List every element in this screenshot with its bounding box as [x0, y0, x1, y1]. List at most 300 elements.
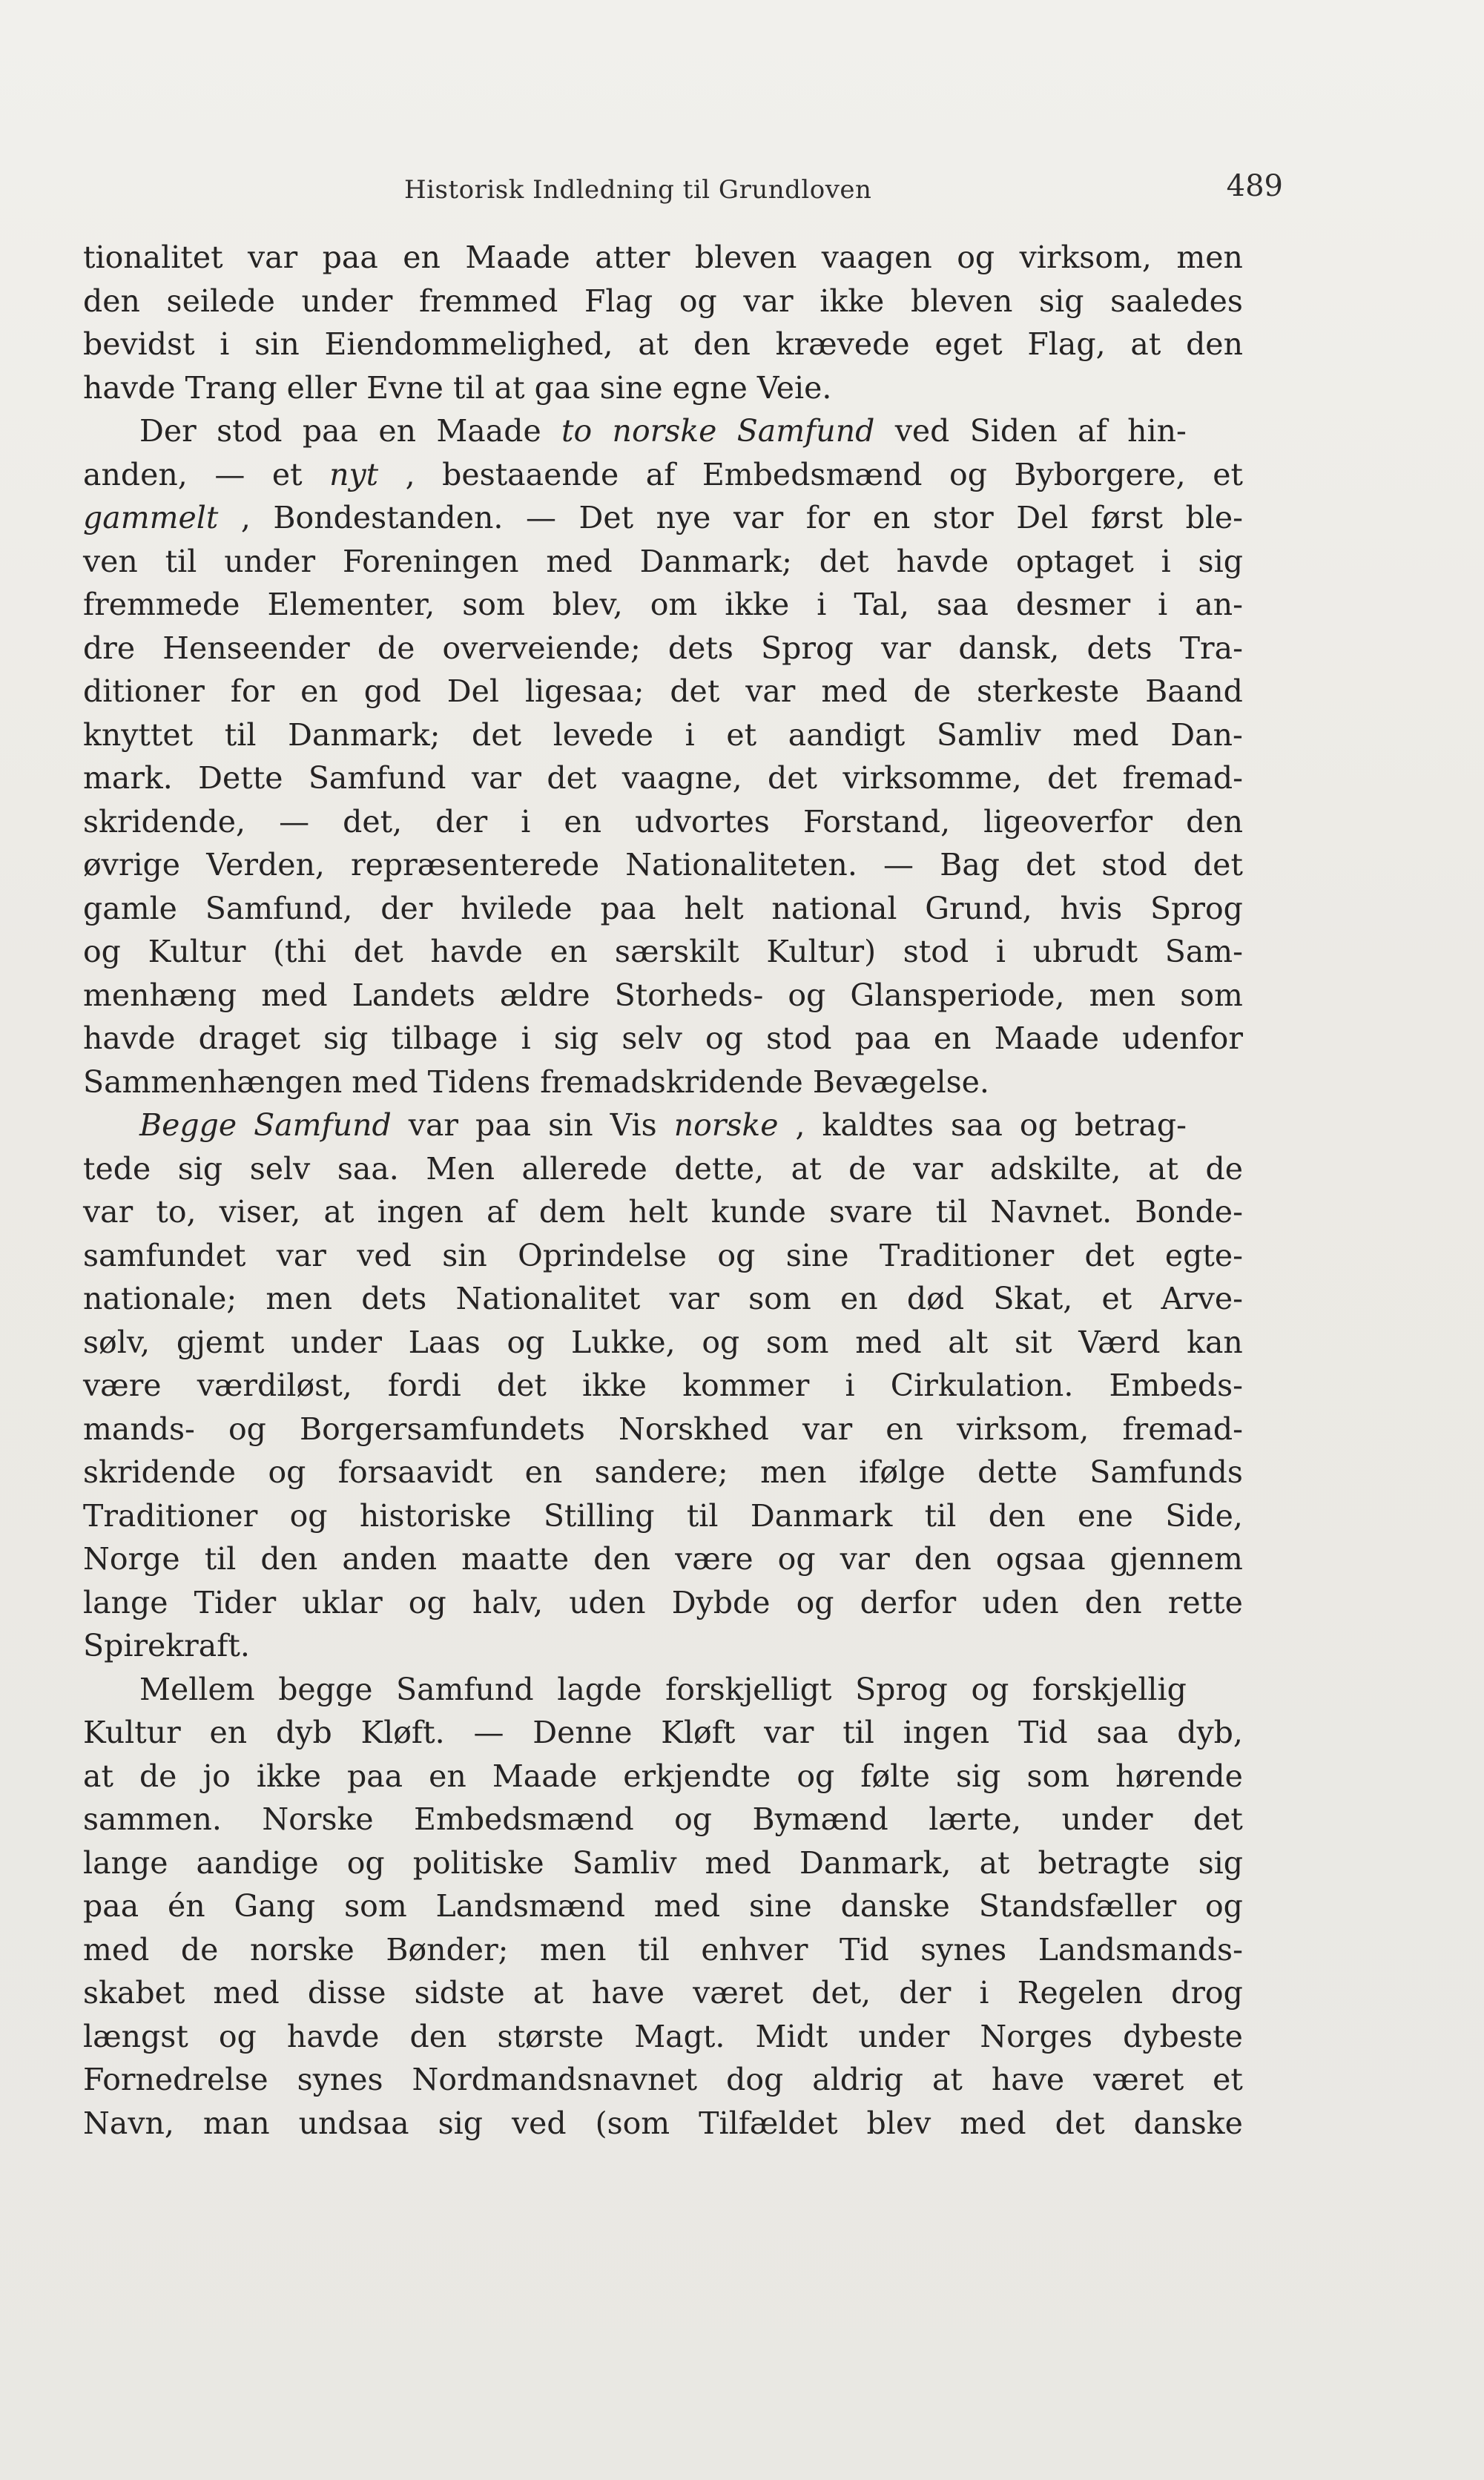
word: hin- — [1127, 413, 1187, 449]
word: var — [471, 760, 522, 796]
word: et — [1101, 1281, 1132, 1316]
italic-word: Samfund — [736, 413, 875, 449]
word: maatte — [461, 1541, 570, 1577]
word: i — [817, 587, 827, 622]
word: det — [472, 716, 522, 753]
italic-word: norske — [612, 413, 717, 449]
word: paa — [302, 413, 358, 449]
text-line — [83, 1971, 1243, 2015]
word: Spirekraft. — [83, 1628, 250, 1663]
word: sidste — [414, 1975, 505, 2011]
word: Gang — [234, 1888, 316, 1924]
word: Nordmandsnavnet — [412, 2062, 698, 2097]
word: dyb, — [1177, 1715, 1243, 1750]
word: at — [1130, 326, 1161, 362]
word: Norske — [262, 1801, 374, 1837]
word: ubrudt — [1032, 934, 1138, 969]
word: norske — [249, 1931, 354, 1968]
word: Traditioner — [879, 1237, 1055, 1273]
word: gjennem — [1109, 1541, 1243, 1577]
word: Danmark, — [799, 1844, 952, 1881]
word: som — [765, 1324, 829, 1360]
word: gaa — [534, 369, 590, 406]
text-line — [83, 1234, 1243, 1278]
word: allerede — [521, 1150, 647, 1187]
word: dansk, — [958, 630, 1060, 666]
word: Trang — [185, 369, 277, 406]
italic-word: Samfund — [254, 1107, 392, 1143]
word: (som — [595, 2105, 670, 2141]
paragraph — [83, 236, 1243, 409]
text-line — [83, 453, 1243, 497]
word: med — [960, 2105, 1026, 2141]
word: en — [378, 413, 416, 449]
text-line — [83, 1841, 1243, 1885]
word: ikke — [725, 587, 790, 622]
word: Flag, — [1027, 326, 1106, 362]
word: ældre — [499, 977, 590, 1013]
word: en — [564, 803, 602, 840]
word: det — [1193, 847, 1243, 883]
word: virksom, — [1019, 240, 1152, 275]
word: paa — [322, 240, 378, 275]
italic-word: gammelt — [83, 500, 219, 535]
text-line — [83, 627, 1243, 670]
word: Kultur — [83, 1715, 181, 1750]
word: og — [507, 1324, 545, 1360]
word: Baand — [1145, 673, 1243, 709]
word: sin — [442, 1237, 487, 1273]
word: Denne — [532, 1715, 633, 1750]
word: Bønder; — [386, 1931, 509, 1968]
word: Del — [1016, 500, 1069, 535]
word: kommer — [682, 1368, 810, 1403]
word: største — [497, 2018, 604, 2054]
word: Norges — [980, 2018, 1093, 2054]
word: der — [899, 1975, 952, 2011]
word: draget — [198, 1020, 300, 1056]
word: Sam- — [1164, 934, 1243, 969]
word: fremmed — [419, 283, 558, 319]
word: — — [279, 803, 310, 840]
word: ikke — [820, 283, 885, 319]
word: men — [266, 1281, 332, 1316]
word: under — [1061, 1801, 1153, 1837]
word: stod — [903, 934, 969, 969]
word: samfundet — [83, 1237, 246, 1273]
word: Elementer, — [267, 587, 435, 622]
word: dette — [977, 1454, 1058, 1490]
word: Mellem — [139, 1671, 255, 1707]
word: Sammenhængen — [83, 1063, 343, 1100]
text-line — [83, 1017, 1243, 1061]
word: anden, — [83, 456, 188, 492]
word: Eiendommelighed, — [324, 326, 613, 362]
word: ven — [83, 543, 138, 579]
word: i — [521, 1020, 531, 1056]
text-line — [83, 1798, 1243, 1841]
word: stor — [932, 500, 994, 535]
word: sin — [548, 1107, 593, 1143]
word: under — [858, 2018, 950, 2054]
word: til — [638, 1931, 670, 1968]
word: gjemt — [176, 1324, 265, 1360]
word: Flag — [584, 283, 653, 319]
word: betrag- — [1074, 1107, 1187, 1143]
word: Danmark — [750, 1497, 893, 1534]
word: en — [403, 240, 441, 275]
word: bestaaende — [442, 456, 619, 492]
word: dets — [667, 630, 733, 666]
word: god — [363, 673, 421, 709]
word: Foreningen — [342, 543, 519, 579]
word: som — [462, 587, 525, 622]
word: fremad- — [1122, 1411, 1243, 1447]
word: have — [991, 2062, 1065, 2097]
word: levede — [553, 716, 653, 753]
text-line — [83, 930, 1243, 974]
word: Bymænd — [752, 1801, 888, 1837]
word: udenfor — [1122, 1020, 1243, 1056]
word: og — [218, 2018, 257, 2054]
word: var — [764, 1715, 814, 1750]
word: halv, — [472, 1584, 544, 1620]
word: paa — [600, 890, 656, 926]
word: som — [748, 1281, 811, 1316]
word: sølv, — [83, 1324, 151, 1360]
word: havde — [286, 2018, 380, 2054]
word: og — [1205, 1888, 1243, 1924]
text-line — [83, 670, 1243, 713]
word: sig — [177, 1150, 223, 1187]
word: uden — [569, 1584, 646, 1620]
word: under — [301, 283, 393, 319]
word: saa — [1096, 1715, 1149, 1750]
word: en — [550, 934, 588, 969]
word: stod — [1101, 847, 1167, 883]
word: sig — [956, 1758, 1001, 1794]
word: fremmede — [83, 587, 240, 622]
word: mands- — [83, 1411, 195, 1447]
word: til — [224, 716, 257, 753]
word: Navnet. — [990, 1194, 1112, 1230]
text-line — [83, 1451, 1243, 1494]
paragraph — [83, 1104, 1243, 1668]
italic-word: Begge — [139, 1107, 237, 1143]
word: Norskhed — [618, 1411, 769, 1447]
word: de — [377, 630, 415, 666]
word: det — [1026, 847, 1076, 883]
word: var — [913, 1150, 963, 1187]
word: i — [979, 1975, 989, 2011]
word: sig — [1198, 543, 1243, 579]
word: med — [261, 977, 328, 1013]
text-line — [83, 974, 1243, 1018]
word: Grund, — [925, 890, 1032, 926]
word: havde — [83, 369, 176, 406]
word: Fornedrelse — [83, 2062, 268, 2097]
word: særskilt — [614, 934, 739, 969]
word: en — [300, 673, 338, 709]
text-line — [83, 1711, 1243, 1755]
word: de — [180, 1931, 219, 1968]
word: dets — [361, 1281, 427, 1316]
word: Kløft — [661, 1715, 736, 1750]
word: , — [795, 1107, 805, 1143]
word: Samfunds — [1089, 1454, 1243, 1490]
word: kunde — [710, 1194, 806, 1230]
word: Tid — [1018, 1715, 1068, 1750]
word: og — [1019, 1107, 1058, 1143]
word: at — [979, 1844, 1010, 1881]
word: med — [352, 1063, 418, 1100]
word: lærte, — [929, 1801, 1022, 1837]
word: som — [344, 1888, 407, 1924]
word: dog — [726, 2062, 784, 2097]
word: derfor — [860, 1584, 957, 1620]
word: de — [139, 1758, 177, 1794]
word: der — [435, 803, 488, 840]
word: det, — [343, 803, 403, 840]
word: ikke — [256, 1758, 321, 1794]
word: var — [840, 1541, 890, 1577]
word: det — [547, 760, 597, 796]
word: uden — [982, 1584, 1059, 1620]
word: Sprog — [855, 1671, 948, 1707]
text-line — [83, 583, 1243, 627]
word: Kløft. — [360, 1715, 445, 1750]
word: og — [957, 240, 995, 275]
word: først — [1090, 500, 1163, 535]
word: med — [83, 1931, 150, 1968]
word: Tid — [840, 1931, 889, 1968]
word: Tal, — [854, 587, 910, 622]
word: følte — [860, 1758, 930, 1794]
word: af — [487, 1194, 516, 1230]
word: en — [209, 1715, 248, 1750]
word: sammen. — [83, 1801, 222, 1837]
word: med — [546, 543, 613, 579]
text-line — [83, 1147, 1243, 1191]
word: blev — [866, 2105, 931, 2141]
word: længst — [83, 2018, 188, 2054]
word: til — [935, 1194, 968, 1230]
word: mark. — [83, 760, 173, 796]
word: de — [913, 673, 952, 709]
word: man — [202, 2105, 270, 2141]
word: en — [872, 500, 911, 535]
word: Stilling — [543, 1497, 655, 1534]
word: var — [276, 1237, 326, 1273]
word: Laas — [408, 1324, 481, 1360]
word: Evne — [366, 369, 443, 406]
word: udvortes — [635, 803, 770, 840]
text-line — [83, 2015, 1243, 2059]
word: nationale; — [83, 1281, 237, 1316]
word: med — [705, 1844, 771, 1881]
word: en — [429, 1758, 466, 1794]
word: den — [83, 283, 140, 319]
word: ene — [1077, 1497, 1133, 1534]
word: Samliv — [936, 716, 1041, 753]
text-line — [83, 1104, 1243, 1147]
word: rette — [1167, 1584, 1243, 1620]
word: paa — [83, 1888, 139, 1924]
text-line — [83, 1321, 1243, 1365]
text-line — [83, 1581, 1243, 1625]
word: var — [743, 283, 794, 319]
word: virksomme, — [842, 760, 1022, 796]
word: det — [768, 760, 818, 796]
word: helt — [628, 1194, 688, 1230]
word: være — [83, 1368, 162, 1403]
word: i — [685, 716, 695, 753]
word: været — [1093, 2062, 1184, 2097]
word: an- — [1195, 587, 1243, 622]
word: var — [802, 1411, 853, 1447]
text-line — [83, 1190, 1243, 1234]
paragraph — [83, 409, 1243, 1104]
word: var — [83, 1194, 133, 1230]
word: tede — [83, 1150, 151, 1187]
word: hvis — [1060, 890, 1123, 926]
word: skridende — [83, 1454, 237, 1490]
word: fordi — [387, 1368, 461, 1403]
word: betragte — [1038, 1844, 1170, 1881]
word: med — [821, 673, 888, 709]
word: lange — [83, 1584, 168, 1620]
text-line — [83, 1364, 1243, 1408]
word: til — [452, 369, 485, 406]
word: sig — [553, 1020, 599, 1056]
word: til — [686, 1497, 719, 1534]
word: en — [524, 1454, 563, 1490]
word: den — [1186, 803, 1243, 840]
word: Tider — [194, 1584, 277, 1620]
word: sine — [785, 1237, 849, 1273]
italic-word: norske — [673, 1107, 779, 1143]
word: paa — [854, 1020, 911, 1056]
word: Embedsmænd — [702, 456, 923, 492]
word: at — [83, 1758, 113, 1794]
word: havde — [83, 1020, 176, 1056]
word: saa — [950, 1107, 1003, 1143]
word: og — [228, 1411, 266, 1447]
word: men — [760, 1454, 827, 1490]
word: politiske — [412, 1844, 544, 1881]
word: af — [645, 456, 676, 492]
word: Storheds- — [614, 977, 764, 1013]
word: ogsaa — [995, 1541, 1086, 1577]
word: og — [797, 1758, 835, 1794]
word: og — [705, 1020, 743, 1056]
word: dem — [538, 1194, 606, 1230]
word: (thi — [273, 934, 327, 969]
word: lange — [83, 1844, 168, 1881]
word: var — [745, 673, 796, 709]
word: fremadskridende — [540, 1063, 803, 1100]
word: og — [788, 977, 826, 1013]
word: den — [693, 326, 751, 362]
word: Bondestanden. — [273, 500, 504, 535]
text-line — [83, 2102, 1243, 2146]
word: værdiløst, — [197, 1368, 352, 1403]
word: som — [1026, 1758, 1090, 1794]
text-line — [83, 800, 1243, 844]
word: fremad- — [1122, 760, 1243, 796]
word: et — [1213, 456, 1243, 492]
word: hvilede — [461, 890, 573, 926]
word: en — [933, 1020, 972, 1056]
word: sterkeste — [977, 673, 1120, 709]
word: Arve- — [1161, 1281, 1243, 1316]
word: af — [1078, 413, 1107, 449]
word: Vis — [610, 1107, 657, 1143]
word: synes — [920, 1931, 1007, 1968]
text-line — [83, 843, 1243, 887]
word: aldrig — [812, 2062, 904, 2097]
word: var — [248, 240, 298, 275]
word: under — [291, 1324, 382, 1360]
word: Forstand, — [803, 803, 951, 840]
word: og — [796, 1584, 834, 1620]
word: ifølge — [859, 1454, 946, 1490]
word: seilede — [166, 283, 275, 319]
word: et — [726, 716, 757, 753]
word: danske — [1133, 2105, 1243, 2141]
word: en — [840, 1281, 878, 1316]
word: Traditioner — [83, 1497, 258, 1534]
word: Embeds- — [1109, 1368, 1243, 1403]
word: jo — [202, 1758, 231, 1794]
word: ved — [894, 413, 950, 449]
word: til — [842, 1715, 874, 1750]
word: til — [204, 1541, 237, 1577]
word: i — [995, 934, 1006, 969]
word: dybeste — [1123, 2018, 1243, 2054]
word: en — [886, 1411, 923, 1447]
word: den — [260, 1541, 318, 1577]
word: ved — [357, 1237, 412, 1273]
word: skridende, — [83, 803, 246, 840]
word: det — [496, 1368, 547, 1403]
page-header — [82, 169, 1283, 214]
word: alt — [948, 1324, 989, 1360]
word: virksom, — [957, 1411, 1089, 1447]
word: havde — [430, 934, 523, 969]
word: Regelen — [1017, 1975, 1144, 2011]
word: blev, — [552, 587, 623, 622]
word: med — [213, 1975, 280, 2011]
word: optaget — [1015, 543, 1134, 579]
word: i — [521, 803, 531, 840]
word: med — [855, 1324, 922, 1360]
word: Henseender — [162, 630, 350, 666]
word: dets — [1086, 630, 1152, 666]
word: at — [638, 326, 669, 362]
word: for — [230, 673, 275, 709]
word: at — [323, 1194, 354, 1230]
word: den — [409, 2018, 467, 2054]
text-line — [83, 323, 1243, 366]
word: Sprog — [1150, 890, 1243, 926]
word: bleven — [910, 283, 1013, 319]
word: Bag — [940, 847, 1000, 883]
word: Standsfæller — [978, 1888, 1177, 1924]
word: Norge — [83, 1541, 180, 1577]
word: vaagen — [821, 240, 932, 275]
text-line — [83, 1408, 1243, 1451]
